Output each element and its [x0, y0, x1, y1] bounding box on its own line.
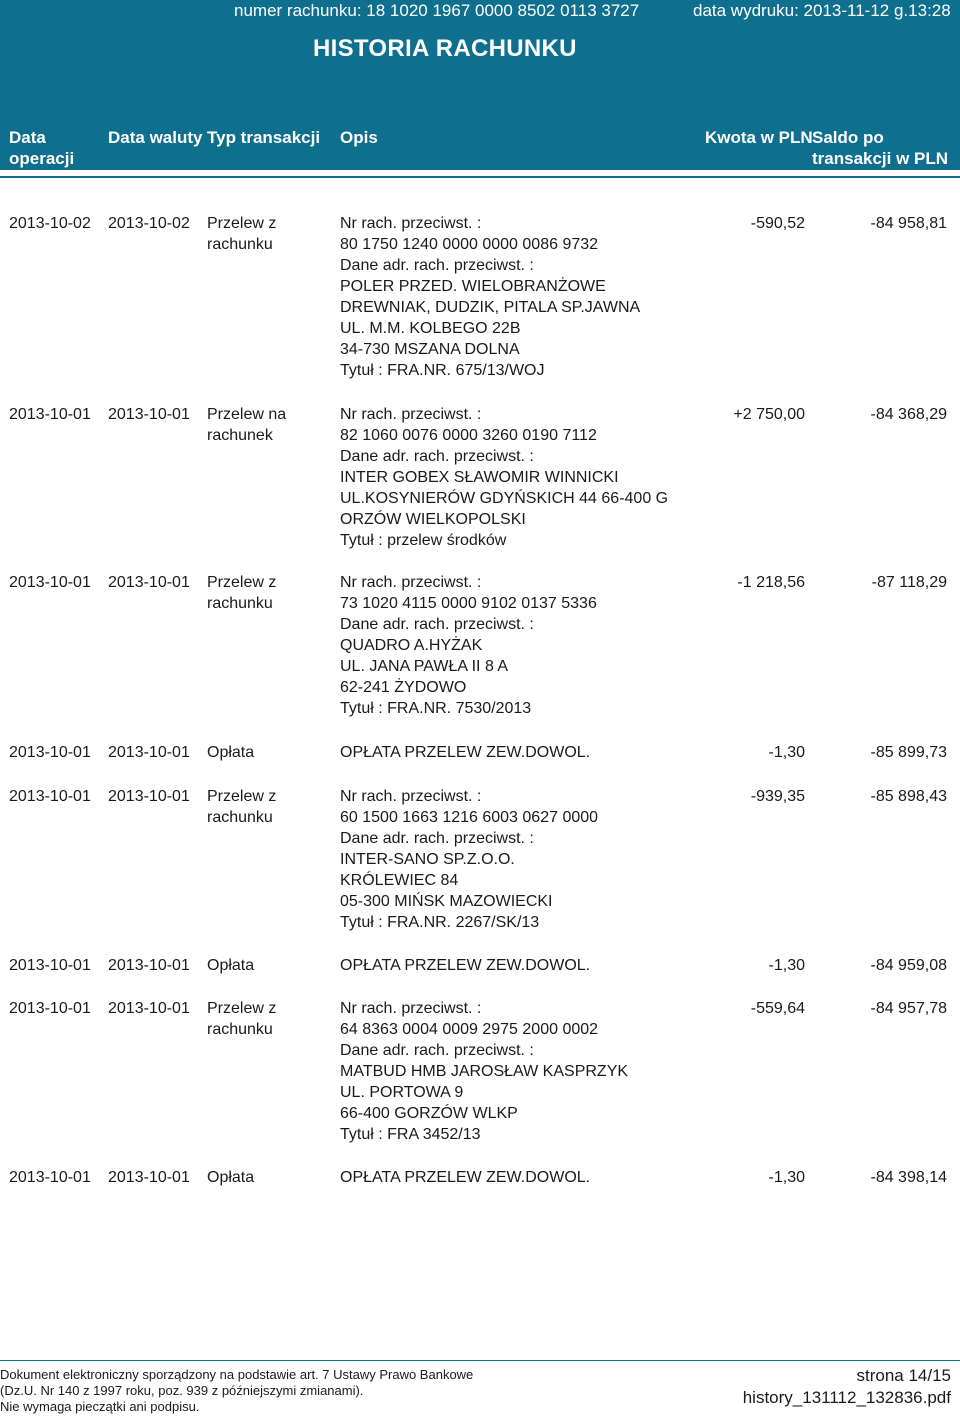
transaction-amount: -590,52	[750, 215, 805, 232]
transaction-description	[340, 404, 710, 551]
description-line: 34-730 MSZANA DOLNA	[340, 341, 520, 358]
description-line: Tytuł : FRA.NR. 675/13/WOJ	[340, 362, 545, 379]
legal-line: Nie wymaga pieczątki ani podpisu.	[0, 1399, 200, 1414]
transaction-description	[340, 786, 710, 933]
page-title: HISTORIA RACHUNKU	[313, 35, 577, 62]
column-header-value-date: Data waluty	[108, 128, 203, 147]
description-line: 05-300 MIŃSK MAZOWIECKI	[340, 893, 553, 910]
header-divider	[0, 176, 960, 178]
transaction-date: 2013-10-01	[9, 406, 91, 423]
description-line: Tytuł : FRA.NR. 2267/SK/13	[340, 914, 540, 931]
description-line: UL. PORTOWA 9	[340, 1084, 464, 1101]
transaction-amount: -559,64	[750, 1000, 805, 1017]
account-number: numer rachunku: 18 1020 1967 0000 8502 0113 3727	[234, 1, 640, 20]
transaction-amount: +2 750,00	[733, 406, 805, 423]
column-header-date: Data operacji	[9, 128, 75, 168]
transaction-amount: -1 218,56	[737, 574, 805, 591]
description-line: OPŁATA PRZELEW ZEW.DOWOL.	[340, 744, 591, 761]
description-line: Dane adr. rach. przeciwst. :	[340, 616, 534, 633]
description-line: 80 1750 1240 0000 0000 0086 9732	[340, 236, 599, 253]
legal-notice	[0, 1367, 473, 1415]
description-line: Dane adr. rach. przeciwst. :	[340, 830, 534, 847]
transaction-date: 2013-10-02	[9, 215, 91, 232]
transaction-description	[340, 213, 710, 381]
column-header-amount: Kwota w PLN	[705, 128, 813, 147]
transaction-date: 2013-10-01	[9, 1169, 91, 1186]
transaction-description	[340, 998, 710, 1145]
description-line: Dane adr. rach. przeciwst. :	[340, 257, 534, 274]
description-line: 66-400 GORZÓW WLKP	[340, 1105, 518, 1122]
transaction-amount: -1,30	[768, 1169, 805, 1186]
transaction-value-date: 2013-10-01	[108, 1169, 190, 1186]
transaction-balance: -84 958,81	[870, 215, 947, 232]
description-line: UL. JANA PAWŁA II 8 A	[340, 658, 509, 675]
transaction-value-date: 2013-10-01	[108, 1000, 190, 1017]
description-line: 82 1060 0076 0000 3260 0190 7112	[340, 427, 597, 444]
page-info	[743, 1365, 951, 1409]
transaction-date: 2013-10-01	[9, 957, 91, 974]
description-line: INTER-SANO SP.Z.O.O.	[340, 851, 515, 868]
description-line: 64 8363 0004 0009 2975 2000 0002	[340, 1021, 599, 1038]
description-line: 60 1500 1663 1216 6003 0627 0000	[340, 809, 599, 826]
transaction-value-date: 2013-10-01	[108, 406, 190, 423]
description-line: Nr rach. przeciwst. :	[340, 574, 482, 591]
description-line: Tytuł : FRA 3452/13	[340, 1126, 481, 1143]
transaction-description	[340, 955, 710, 976]
page-number: strona 14/15	[856, 1366, 951, 1385]
description-line: Dane adr. rach. przeciwst. :	[340, 448, 534, 465]
column-header-balance: Saldo po transakcji w PLN	[812, 128, 949, 168]
description-line: 73 1020 4115 0000 9102 0137 5336	[340, 595, 597, 612]
transaction-date: 2013-10-01	[9, 788, 91, 805]
transaction-type: Przelew z rachunku	[207, 788, 277, 826]
transaction-type: Przelew z rachunku	[207, 574, 277, 612]
description-line: OPŁATA PRZELEW ZEW.DOWOL.	[340, 1169, 591, 1186]
description-line: Nr rach. przeciwst. :	[340, 788, 482, 805]
transaction-balance: -84 959,08	[870, 957, 947, 974]
transaction-type: Opłata	[207, 744, 255, 761]
transaction-type: Przelew z rachunku	[207, 1000, 277, 1038]
description-line: UL. M.M. KOLBEGO 22B	[340, 320, 521, 337]
header-bar	[0, 0, 960, 170]
transaction-balance: -84 398,14	[870, 1169, 947, 1186]
transaction-amount: -939,35	[750, 788, 805, 805]
transaction-balance: -87 118,29	[871, 574, 947, 591]
transaction-value-date: 2013-10-02	[108, 215, 190, 232]
transaction-date: 2013-10-01	[9, 1000, 91, 1017]
legal-line: Dokument elektroniczny sporządzony na podstawie art. 7 Ustawy Prawo Bankowe	[0, 1367, 474, 1382]
transaction-balance: -85 898,43	[870, 788, 947, 805]
legal-line: (Dz.U. Nr 140 z 1997 roku, poz. 939 z późniejszymi zmianami).	[0, 1383, 364, 1398]
transaction-balance: -84 957,78	[870, 1000, 947, 1017]
description-line: 62-241 ŻYDOWO	[340, 679, 467, 696]
description-line: QUADRO A.HYŻAK	[340, 637, 483, 654]
print-date: data wydruku: 2013-11-12 g.13:28	[693, 1, 951, 20]
transaction-type: Opłata	[207, 957, 255, 974]
description-line: Dane adr. rach. przeciwst. :	[340, 1042, 534, 1059]
footer-divider	[0, 1360, 960, 1361]
description-line: Nr rach. przeciwst. :	[340, 406, 482, 423]
description-line: Nr rach. przeciwst. :	[340, 215, 482, 232]
transaction-type: Opłata	[207, 1169, 255, 1186]
description-line: Nr rach. przeciwst. :	[340, 1000, 482, 1017]
transaction-balance: -85 899,73	[870, 744, 947, 761]
transaction-description	[340, 1167, 710, 1188]
description-line: POLER PRZED. WIELOBRANŻOWE	[340, 278, 606, 295]
transaction-value-date: 2013-10-01	[108, 957, 190, 974]
transaction-type: Przelew na rachunek	[207, 406, 287, 444]
transaction-date: 2013-10-01	[9, 744, 91, 761]
column-header-type: Typ transakcji	[207, 128, 321, 147]
description-line: Tytuł : przelew środków	[340, 532, 507, 549]
transaction-amount: -1,30	[768, 744, 805, 761]
description-line: Tytuł : FRA.NR. 7530/2013	[340, 700, 532, 717]
transaction-balance: -84 368,29	[870, 406, 947, 423]
description-line: DREWNIAK, DUDZIK, PITALA SP.JAWNA	[340, 299, 641, 316]
transaction-value-date: 2013-10-01	[108, 744, 190, 761]
description-line: KRÓLEWIEC 84	[340, 872, 459, 889]
description-line: UL.KOSYNIERÓW GDYŃSKICH 44 66-400 G	[340, 490, 669, 507]
transaction-description	[340, 742, 710, 763]
transaction-amount: -1,30	[768, 957, 805, 974]
column-header-description: Opis	[340, 128, 378, 147]
transaction-type: Przelew z rachunku	[207, 215, 277, 253]
transaction-value-date: 2013-10-01	[108, 788, 190, 805]
transaction-value-date: 2013-10-01	[108, 574, 190, 591]
description-line: OPŁATA PRZELEW ZEW.DOWOL.	[340, 957, 591, 974]
description-line: MATBUD HMB JAROSŁAW KASPRZYK	[340, 1063, 629, 1080]
description-line: INTER GOBEX SŁAWOMIR WINNICKI	[340, 469, 619, 486]
transaction-date: 2013-10-01	[9, 574, 91, 591]
description-line: ORZÓW WIELKOPOLSKI	[340, 511, 526, 528]
transaction-description	[340, 572, 710, 719]
file-name: history_131112_132836.pdf	[742, 1388, 951, 1407]
